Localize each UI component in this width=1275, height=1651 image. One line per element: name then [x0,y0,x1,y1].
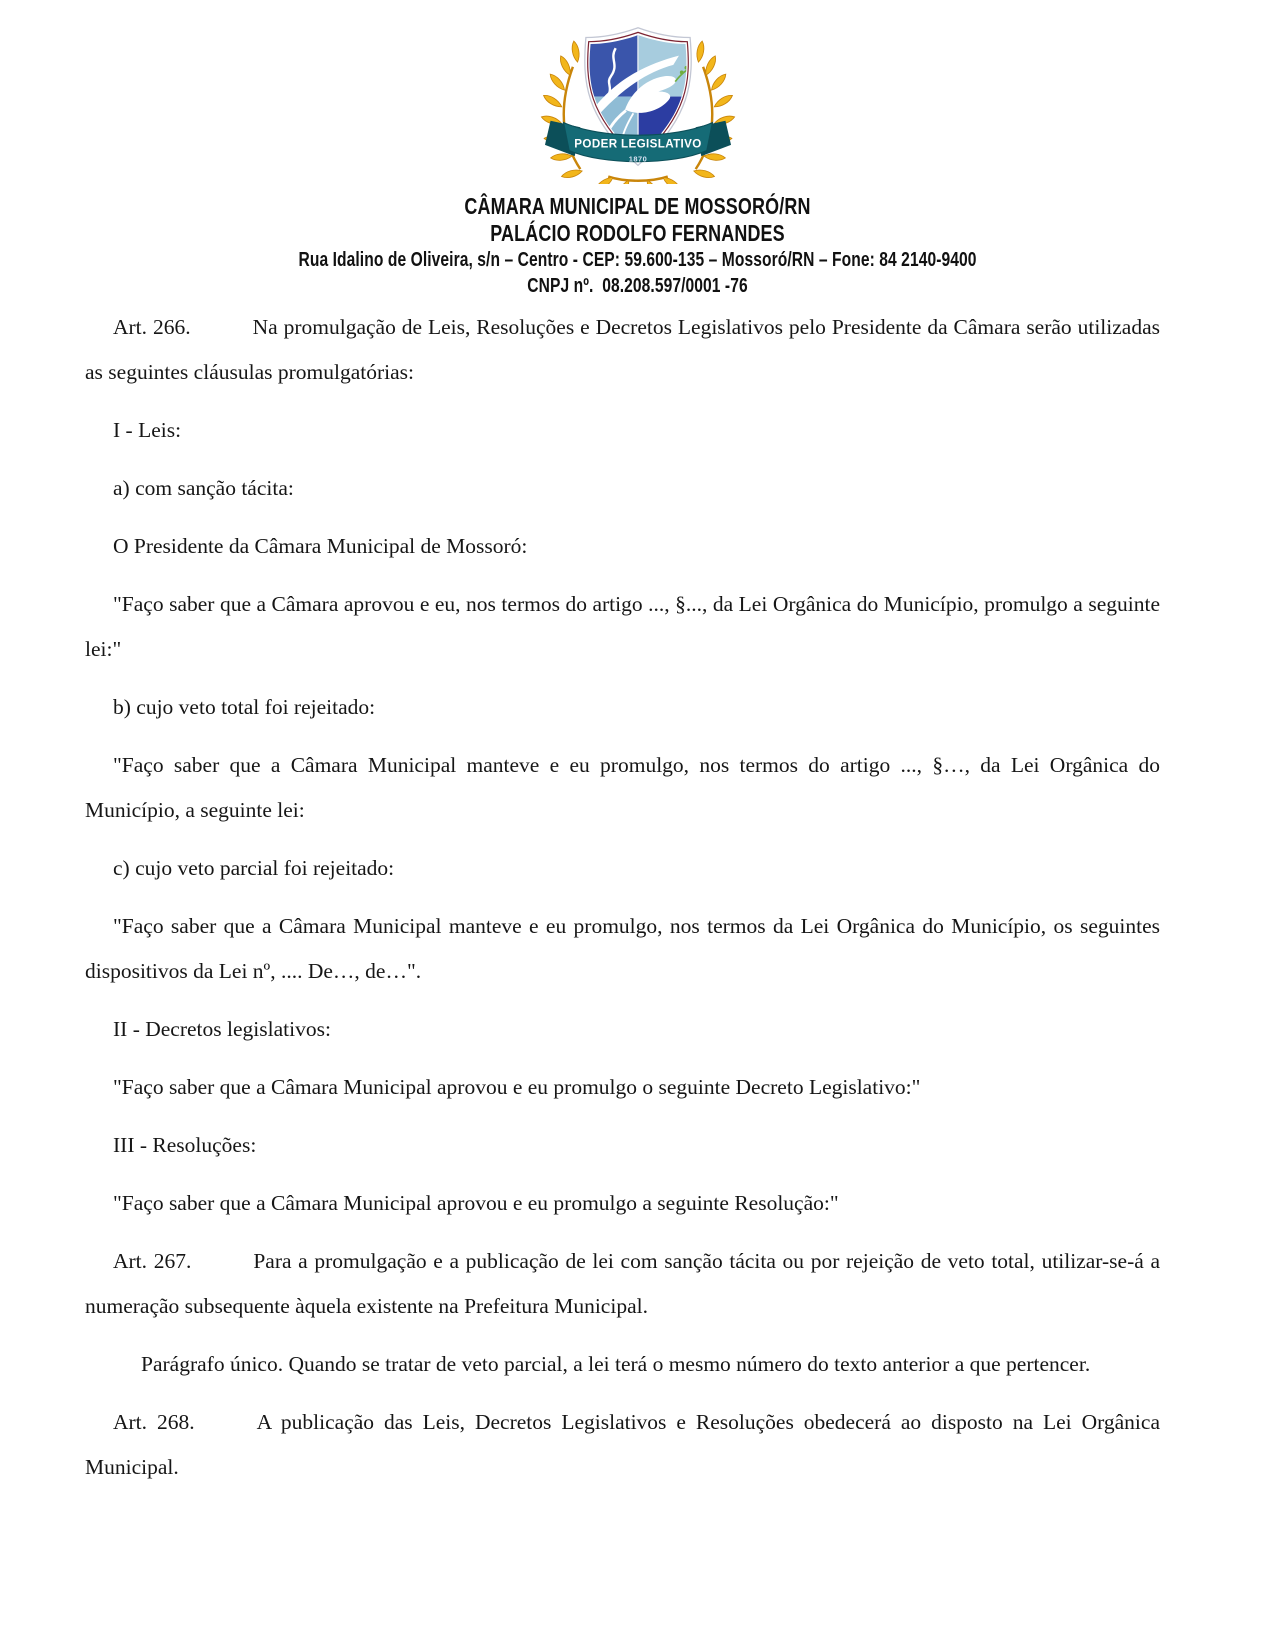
article-text: A publicação das Leis, Decretos Legislativos e Resoluções obedecerá ao disposto na Lei Orgânica Municipal. [85,1410,1160,1479]
paragraph-item-c: c) cujo veto parcial foi rejeitado: [113,856,395,880]
logo-year-text: 1870 [628,154,647,164]
coat-of-arms-icon [522,24,754,184]
article-number: Art. 268. [113,1410,195,1434]
article-number: Art. 266. [113,315,191,339]
logo-banner-text: PODER LEGISLATIVO [573,137,702,151]
paragraph-item-a: a) com sanção tácita: [113,476,294,500]
paragraph-clause-ii-quote: "Faço saber que a Câmara Municipal aprovou e eu promulgo o seguinte Decreto Legislativo:" [113,1075,921,1099]
paragraph-presidente: O Presidente da Câmara Municipal de Mossoró: [113,534,528,558]
org-name: CÂMARA MUNICIPAL DE MOSSORÓ/RN [464,193,811,219]
paragraph-clause-c-quote: "Faço saber que a Câmara Municipal manteve e eu promulgo, nos termos da Lei Orgânica do Município, os seguintes dispositivos da Lei nº, .... De…, de…". [85,914,1160,983]
paragraph-item-i: I - Leis: [113,418,182,442]
paragraph-item-b: b) cujo veto total foi rejeitado: [113,695,376,719]
address-line: Rua Idalino de Oliveira, s/n – Centro - CEP: 59.600-135 – Mossoró/RN – Fone: 84 2140-9400 [298,249,977,271]
article-text: Para a promulgação e a publicação de lei com sanção tácita ou por rejeição de veto total, utilizar-se-á a numeração subsequente àquela existente na Prefeitura Municipal. [85,1249,1160,1318]
paragraph-art-267 [85,1239,1160,1329]
paragraph-clause-a-quote: "Faço saber que a Câmara aprovou e eu, nos termos do artigo ..., §..., da Lei Orgânica do Município, promulgo a seguinte lei:" [85,592,1160,661]
document-body [0,299,1275,1490]
article-text: Na promulgação de Leis, Resoluções e Decretos Legislativos pelo Presidente da Câmara serão utilizadas as seguintes cláusulas promulgatórias: [85,315,1160,384]
paragraph-art-268 [85,1400,1160,1490]
camara-logo [522,24,754,189]
paragraph-paragrafo-unico: Parágrafo único. Quando se tratar de veto parcial, a lei terá o mesmo número do texto anterior a que pertencer. [141,1352,1091,1376]
building-name: PALÁCIO RODOLFO FERNANDES [490,220,785,246]
letterhead [0,0,1275,299]
cnpj-line: CNPJ nº. 08.208.597/0001 -76 [527,275,748,297]
paragraph-clause-iii-quote: "Faço saber que a Câmara Municipal aprovou e eu promulgo a seguinte Resolução:" [113,1191,839,1215]
paragraph-clause-b-quote: "Faço saber que a Câmara Municipal manteve e eu promulgo, nos termos do artigo ..., §…, da Lei Orgânica do Município, a seguinte lei: [85,753,1160,822]
paragraph-art-266 [85,305,1160,395]
paragraph-item-iii: III - Resoluções: [113,1133,257,1157]
letterhead-text [140,193,1135,299]
article-number: Art. 267. [113,1249,192,1273]
paragraph-item-ii: II - Decretos legislativos: [113,1017,331,1041]
